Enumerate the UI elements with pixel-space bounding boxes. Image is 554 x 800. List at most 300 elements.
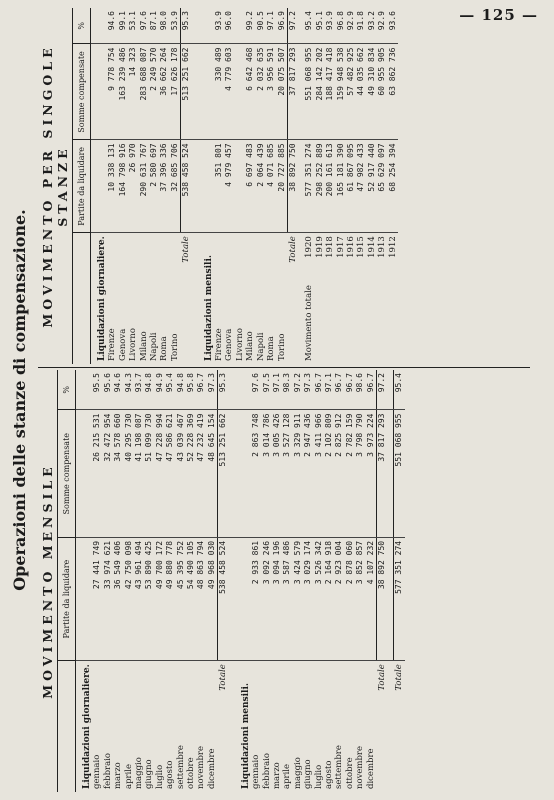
row-label: marzo (271, 762, 282, 789)
partite-value: 33 974 621 (103, 537, 113, 660)
row-label: maggio (292, 757, 303, 789)
movement-partite: 61 867 095 (346, 140, 356, 233)
table-row (224, 8, 234, 364)
somme-value: 4 779 603 (224, 44, 234, 140)
partite-value: 43 961 494 (134, 537, 144, 660)
partite-value: 2 064 439 (256, 140, 266, 233)
somme-value: 3 956 591 (266, 44, 276, 140)
percent-value: 99.1 (118, 8, 128, 44)
movement-percent: 91.8 (356, 8, 366, 44)
row-label: dicembre (365, 748, 376, 789)
movement-somme: 44 035 662 (356, 44, 366, 140)
table-row (272, 370, 282, 792)
partite-value: 6 697 483 (245, 140, 255, 233)
somme-value: 3 329 911 (293, 410, 303, 537)
somme-value: 3 973 224 (366, 410, 377, 537)
total-partite: 538 458 524 (218, 537, 229, 660)
empty-cell (198, 140, 214, 233)
table-row (144, 370, 154, 792)
movement-row (325, 8, 335, 364)
table-row (366, 370, 377, 792)
movement-year: 1919 (314, 236, 325, 258)
total-somme: 513 251 662 (218, 410, 229, 537)
row-label: giugno (303, 759, 314, 789)
row-label: Genova (224, 328, 235, 361)
table-row (113, 370, 123, 792)
percent-value: 94.8 (176, 370, 186, 410)
total-percent: 97.2 (287, 8, 298, 44)
somme-value: 51 099 730 (144, 410, 154, 537)
monthly-movement-heading: MOVIMENTO MENSILE (38, 370, 58, 792)
somme-value: 2 863 748 (251, 410, 261, 537)
row-label: gennaio (92, 754, 103, 789)
movement-year-cell (325, 233, 335, 364)
movement-partite: 68 254 394 (388, 140, 398, 233)
partite-value: 10 338 131 (107, 140, 117, 233)
somme-value: 47 586 621 (165, 410, 175, 537)
table-row (324, 370, 334, 792)
partite-value: 164 798 916 (118, 140, 128, 233)
row-label: Milano (245, 331, 256, 361)
table-row (256, 8, 266, 364)
total-partite: 538 458 524 (181, 140, 192, 233)
partite-value: 2 164 918 (324, 537, 334, 660)
monthly-movement-section (38, 370, 530, 792)
table-row (334, 370, 344, 792)
movement-title: Movimento totale (304, 285, 315, 361)
partite-value: 49 700 172 (155, 537, 165, 660)
movement-row (367, 8, 377, 364)
percent-value: 94.8 (144, 370, 154, 410)
per-room-movement-heading: MOVIMENTO PER SINGOLE STANZE (38, 8, 73, 364)
row-label: febbraio (261, 752, 272, 789)
column-header (73, 233, 91, 364)
table-row (314, 370, 324, 792)
total-partite: 38 892 750 (376, 537, 387, 660)
movement-somme: 284 142 202 (315, 44, 325, 140)
partite-value: 37 396 336 (159, 140, 169, 233)
percent-value: 96.7 (334, 370, 344, 410)
row-label: agosto (165, 760, 176, 789)
total-row (181, 8, 192, 364)
movement-percent: 93.2 (367, 8, 377, 44)
percent-value: 97.1 (266, 8, 276, 44)
partite-value: 3 852 857 (355, 537, 365, 660)
row-label: Firenze (214, 328, 225, 361)
table-row (186, 370, 196, 792)
somme-value: 330 489 (214, 44, 224, 140)
row-label: Firenze (107, 328, 118, 361)
movement-year: 1920 (304, 236, 315, 258)
row-label: novembre (196, 745, 207, 789)
total-percent: 95.3 (181, 8, 192, 44)
somme-value: 2 032 635 (256, 44, 266, 140)
row-label: Napoli (255, 332, 266, 361)
partite-value (235, 140, 245, 233)
table-row (262, 370, 272, 792)
movement-somme: 57 482 925 (346, 44, 356, 140)
partite-value: 2 580 697 (149, 140, 159, 233)
column-header: Partite da liquidare (58, 537, 76, 660)
percent-value: 98.0 (159, 8, 169, 44)
row-label: Livorno (234, 328, 245, 361)
movement-partite: 200 161 613 (325, 140, 335, 233)
group-title: Liquidazioni giornaliere. (82, 664, 92, 789)
percent-value: 98.6 (355, 370, 365, 410)
table-row (128, 8, 138, 364)
percent-value (235, 8, 245, 44)
movement-percent: 93.9 (325, 8, 335, 44)
movement-row (346, 8, 356, 364)
somme-value: 2 782 159 (345, 410, 355, 537)
somme-value: 3 411 966 (314, 410, 324, 537)
empty-cell (91, 44, 108, 140)
partite-value: 3 029 174 (303, 537, 313, 660)
percent-value: 95.4 (165, 370, 175, 410)
movement-percent: 92.9 (377, 8, 387, 44)
total-somme: 513 251 662 (181, 44, 192, 140)
partite-value: 3 424 579 (293, 537, 303, 660)
percent-value: 96.7 (345, 370, 355, 410)
row-label: luglio (154, 764, 165, 789)
percent-value: 97.6 (139, 8, 149, 44)
percent-value: 96.9 (277, 8, 288, 44)
row-label: settembre (334, 745, 345, 789)
percent-value: 97.1 (324, 370, 334, 410)
percent-value: 94.9 (155, 370, 165, 410)
somme-value: 32 472 954 (103, 410, 113, 537)
empty-cell (91, 140, 108, 233)
partite-value: 4 107 232 (366, 537, 377, 660)
somme-value: 20 075 507 (277, 44, 288, 140)
movement-year: 1912 (387, 236, 398, 258)
partite-value: 53 890 425 (144, 537, 154, 660)
percent-value: 96.0 (224, 8, 234, 44)
table-row (165, 370, 175, 792)
row-label: gennaio (251, 754, 262, 789)
table-row (277, 8, 288, 364)
group-title-row (198, 8, 214, 364)
row-label: giugno (144, 759, 155, 789)
movement-row (336, 8, 346, 364)
grand-total-somme: 551 068 955 (394, 410, 405, 537)
row-label: Napoli (149, 332, 160, 361)
movement-somme: 49 310 834 (367, 44, 377, 140)
total-label: Totale (181, 236, 191, 263)
partite-value: 351 801 (214, 140, 224, 233)
empty-cell (235, 410, 251, 537)
partite-value: 4 071 685 (266, 140, 276, 233)
somme-value: 6 642 468 (245, 44, 255, 140)
empty-cell (198, 8, 214, 44)
movement-percent: 95.4 (304, 8, 314, 44)
somme-value: 3 014 786 (262, 410, 272, 537)
table-row (207, 370, 218, 792)
row-label: luglio (313, 764, 324, 789)
percent-value: 98.3 (282, 370, 292, 410)
grand-total-partite: 577 351 274 (394, 537, 405, 660)
percent-value: 97.5 (262, 370, 272, 410)
row-label: maggio (134, 757, 145, 789)
empty-cell (235, 370, 251, 410)
movement-partite: 65 629 097 (377, 140, 387, 233)
movement-year: 1917 (335, 236, 346, 258)
partite-value: 3 092 246 (262, 537, 272, 660)
somme-value: 26 215 531 (92, 410, 102, 537)
somme-value: 34 578 660 (113, 410, 123, 537)
partite-value: 32 685 706 (170, 140, 181, 233)
somme-value: 43 039 467 (176, 410, 186, 537)
percent-value: 96.7 (366, 370, 377, 410)
partite-value: 36 549 406 (113, 537, 123, 660)
table-row (345, 370, 355, 792)
row-label: Torino (276, 333, 287, 361)
percent-value: 53.1 (128, 8, 138, 44)
percent-value: 94.3 (124, 370, 134, 410)
group-title: Liquidazioni giornaliere. (97, 236, 107, 361)
table-row (266, 8, 276, 364)
percent-value: 96.7 (196, 370, 206, 410)
table-row (103, 370, 113, 792)
row-label: Roma (266, 336, 277, 361)
partite-value: 290 631 767 (139, 140, 149, 233)
group-title-row (235, 370, 251, 792)
table-row (118, 8, 128, 364)
row-label: marzo (113, 762, 124, 789)
percent-value: 96.7 (314, 370, 324, 410)
row-label: novembre (355, 745, 366, 789)
per-room-movement-section (38, 8, 530, 364)
somme-value: 36 662 264 (159, 44, 169, 140)
empty-cell (76, 537, 93, 660)
movement-partite: 577 351 274 (304, 140, 314, 233)
column-header (58, 661, 76, 792)
column-header: % (73, 8, 91, 44)
row-label: febbraio (102, 752, 113, 789)
table-row (196, 370, 206, 792)
somme-value: 2 102 809 (324, 410, 334, 537)
percent-value: 94.6 (107, 8, 117, 44)
movement-percent: 92.9 (346, 8, 356, 44)
somme-value: 48 645 154 (207, 410, 218, 537)
movement-partite: 52 917 440 (367, 140, 377, 233)
movement-row (377, 8, 387, 364)
row-label: Livorno (128, 328, 139, 361)
somme-value: 40 295 730 (124, 410, 134, 537)
percent-value: 97.3 (303, 370, 313, 410)
table-row (282, 370, 292, 792)
table-row (293, 370, 303, 792)
movement-row (356, 8, 366, 364)
row-label: ottobre (344, 757, 355, 789)
movement-year: 1916 (345, 236, 356, 258)
grand-total-percent: 95.4 (394, 370, 405, 410)
partite-value: 2 923 004 (334, 537, 344, 660)
movement-year-cell (315, 233, 325, 364)
table-row (214, 8, 224, 364)
column-header: Somme compensate (58, 410, 76, 537)
total-partite: 38 892 750 (287, 140, 298, 233)
percent-value: 95.8 (186, 370, 196, 410)
row-label: agosto (323, 760, 334, 789)
movement-partite: 298 252 889 (315, 140, 325, 233)
table-row (149, 8, 159, 364)
section-divider (38, 367, 530, 368)
somme-value: 47 228 994 (155, 410, 165, 537)
column-header: % (58, 370, 76, 410)
percent-value: 97.1 (272, 370, 282, 410)
monthly-movement-table (58, 370, 405, 792)
total-row (376, 370, 387, 792)
percent-value: 87.1 (149, 8, 159, 44)
partite-value: 54 490 105 (186, 537, 196, 660)
partite-value: 2 878 060 (345, 537, 355, 660)
somme-value: 17 626 178 (170, 44, 181, 140)
percent-value: 90.5 (256, 8, 266, 44)
group-title-row (76, 370, 93, 792)
table-row (134, 370, 144, 792)
somme-value (235, 44, 245, 140)
partite-value: 26 970 (128, 140, 138, 233)
movement-partite: 165 181 390 (336, 140, 346, 233)
movement-year-cell (356, 233, 366, 364)
partite-value: 45 395 752 (176, 537, 186, 660)
total-percent: 97.2 (376, 370, 387, 410)
partite-value: 3 094 196 (272, 537, 282, 660)
percent-value: 93.7 (134, 370, 144, 410)
percent-value: 99.2 (245, 8, 255, 44)
movement-partite: 47 982 433 (356, 140, 366, 233)
empty-cell (235, 537, 251, 660)
group-title: Liquidazioni mensili. (240, 682, 251, 789)
row-label: Roma (159, 336, 170, 361)
somme-value: 41 198 087 (134, 410, 144, 537)
total-label: Totale (287, 236, 298, 263)
percent-value: 95.6 (103, 370, 113, 410)
grand-total-row (394, 370, 405, 792)
group-title-row (91, 8, 108, 364)
row-label: dicembre (207, 748, 218, 789)
page-title: Operazioni delle stanze di compensazione. (10, 209, 29, 591)
row-label: settembre (175, 745, 186, 789)
row-label: aprile (282, 763, 293, 789)
per-room-movement-table (73, 8, 398, 364)
movement-year: 1914 (366, 236, 377, 258)
table-row (251, 370, 261, 792)
table-row (155, 370, 165, 792)
movement-row (315, 8, 325, 364)
table-row (245, 8, 255, 364)
percent-value: 53.9 (170, 8, 181, 44)
partite-value: 49 968 030 (207, 537, 218, 660)
column-header: Somme compensate (73, 44, 91, 140)
percent-value: 97.6 (251, 370, 261, 410)
movement-somme: 551 068 955 (304, 44, 314, 140)
table-row (139, 8, 149, 364)
percent-value: 97.2 (293, 370, 303, 410)
partite-value: 20 727 885 (277, 140, 288, 233)
somme-value: 9 778 754 (107, 44, 117, 140)
partite-value: 27 441 749 (92, 537, 102, 660)
somme-value: 163 239 486 (118, 44, 128, 140)
somme-value: 47 232 419 (196, 410, 206, 537)
movement-year: 1913 (377, 236, 388, 258)
somme-value: 2 249 570 (149, 44, 159, 140)
somme-value: 283 688 087 (139, 44, 149, 140)
movement-somme: 188 417 418 (325, 44, 335, 140)
partite-value: 4 979 457 (224, 140, 234, 233)
row-label: Milano (138, 331, 149, 361)
percent-value: 95.5 (92, 370, 102, 410)
empty-cell (91, 8, 108, 44)
empty-cell (76, 410, 93, 537)
table-row (124, 370, 134, 792)
movement-year-cell (346, 233, 356, 364)
movement-percent: 96.8 (336, 8, 346, 44)
percent-value: 94.6 (113, 370, 123, 410)
somme-value: 52 228 369 (186, 410, 196, 537)
somme-value: 2 825 912 (334, 410, 344, 537)
table-row (303, 370, 313, 792)
movement-somme: 159 948 538 (336, 44, 346, 140)
column-header: Partite da liquidare (73, 140, 91, 233)
partite-value: 3 587 486 (282, 537, 292, 660)
row-label: Genova (117, 328, 128, 361)
table-row (235, 8, 245, 364)
somme-value: 2 947 436 (303, 410, 313, 537)
table-row (355, 370, 365, 792)
empty-cell (198, 44, 214, 140)
table-row (159, 8, 169, 364)
table-row (107, 8, 117, 364)
movement-year: 1918 (325, 236, 336, 258)
table-row (92, 370, 102, 792)
percent-value: 97.3 (207, 370, 218, 410)
total-somme: 37 817 293 (376, 410, 387, 537)
somme-value: 3 005 426 (272, 410, 282, 537)
table-row (170, 8, 181, 364)
partite-value: 49 880 778 (165, 537, 175, 660)
partite-value: 2 933 861 (251, 537, 261, 660)
group-title: Liquidazioni mensili. (203, 254, 214, 361)
page-number: — 125 — (459, 6, 538, 24)
total-row (218, 370, 229, 792)
row-label: aprile (123, 763, 134, 789)
partite-value: 3 526 342 (314, 537, 324, 660)
total-percent: 95.3 (218, 370, 229, 410)
row-label: ottobre (186, 757, 197, 789)
somme-value: 14 323 (128, 44, 138, 140)
movement-somme: 60 955 905 (377, 44, 387, 140)
partite-value: 48 863 794 (196, 537, 206, 660)
grand-total-label: Totale (394, 664, 405, 691)
movement-year-cell (367, 233, 377, 364)
movement-somme: 63 862 736 (388, 44, 398, 140)
somme-value: 3 798 790 (355, 410, 365, 537)
movement-year-cell (388, 233, 398, 364)
percent-value: 93.9 (214, 8, 224, 44)
movement-year-cell (336, 233, 346, 364)
total-row (287, 8, 298, 364)
movement-row (388, 8, 398, 364)
total-label: Totale (218, 664, 229, 691)
partite-value: 42 750 098 (124, 537, 134, 660)
table-row (176, 370, 186, 792)
row-label: Torino (170, 333, 181, 361)
somme-value: 3 527 128 (282, 410, 292, 537)
movement-year-cell (304, 233, 314, 364)
movement-row (304, 8, 314, 364)
